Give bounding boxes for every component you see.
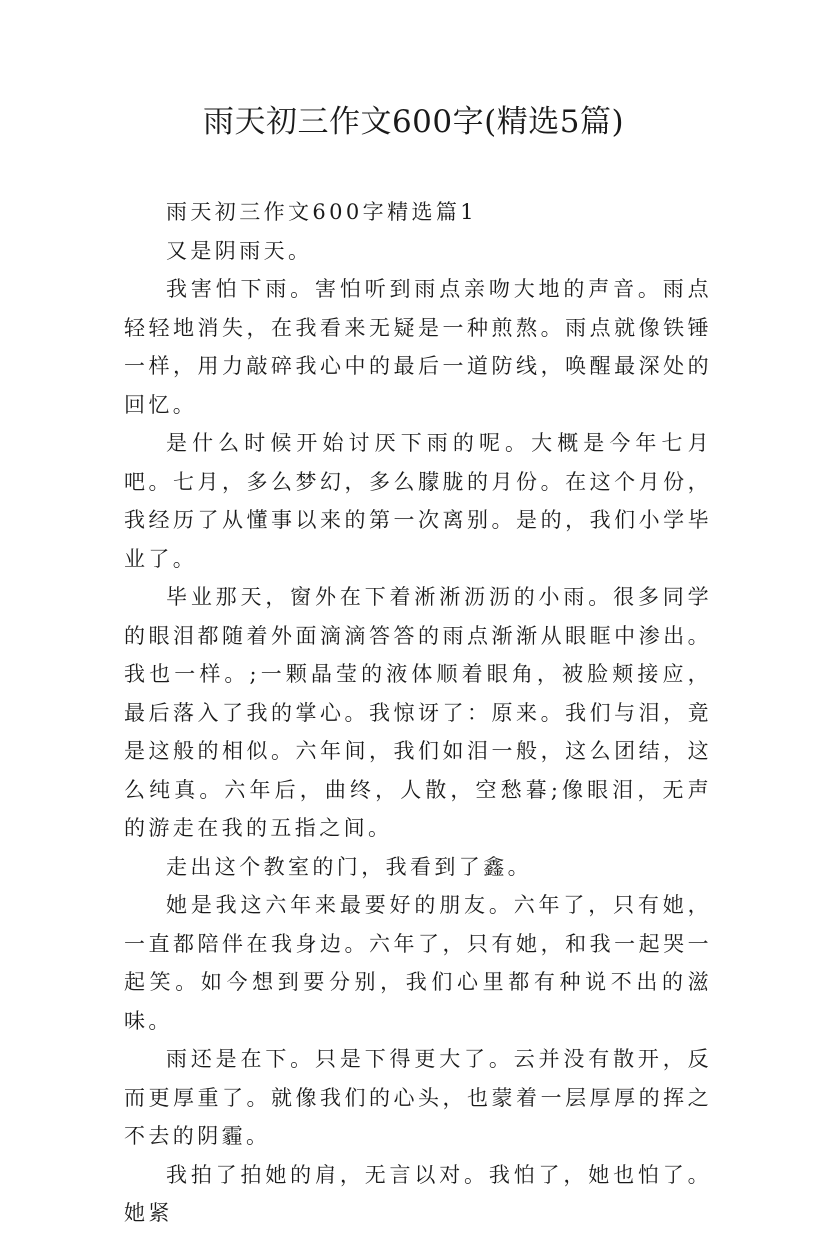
paragraph: 雨还是在下。只是下得更大了。云并没有散开，反而更厚重了。就像我们的心头，也蒙着一层厚厚的挥之不去的阴霾。 xyxy=(124,1047,712,1148)
document-title: 雨天初三作文600字(精选5篇) xyxy=(202,104,625,140)
paragraph: 毕业那天，窗外在下着淅淅沥沥的小雨。很多同学的眼泪都随着外面滴滴答答的雨点渐渐从眼眶中渗出。我也一样。;一颗晶莹的液体顺着眼角，被脸颊接应，最后落入了我的掌心。我惊讶了：原来。我们与泪，竟是这般的相似。六年间，我们如泪一般，这么团结，这么纯真。六年后，曲终，人散，空愁暮;像眼泪，无声的游走在我的五指之间。 xyxy=(124,585,712,840)
paragraph: 走出这个教室的门，我看到了鑫。 xyxy=(166,854,532,879)
document-body xyxy=(124,193,712,1233)
paragraph: 她是我这六年来最要好的朋友。六年了，只有她，一直都陪伴在我身边。六年了，只有她，和我一起哭一起笑。如今想到要分别，我们心里都有种说不出的滋味。 xyxy=(124,893,712,1033)
paragraph: 又是阴雨天。 xyxy=(166,238,313,263)
section-heading: 雨天初三作文600字精选篇1 xyxy=(166,200,478,224)
paragraph: 是什么时候开始讨厌下雨的呢。大概是今年七月吧。七月，多么梦幻，多么朦胧的月份。在这个月份，我经历了从懂事以来的第一次离别。是的，我们小学毕业了。 xyxy=(124,431,712,571)
paragraph: 我拍了拍她的肩，无言以对。我怕了，她也怕了。她紧 xyxy=(124,1162,712,1225)
paragraph: 我害怕下雨。害怕听到雨点亲吻大地的声音。雨点轻轻地消失，在我看来无疑是一种煎熬。雨点就像铁锤一样，用力敲碎我心中的最后一道防线，唤醒最深处的回忆。 xyxy=(124,277,712,417)
